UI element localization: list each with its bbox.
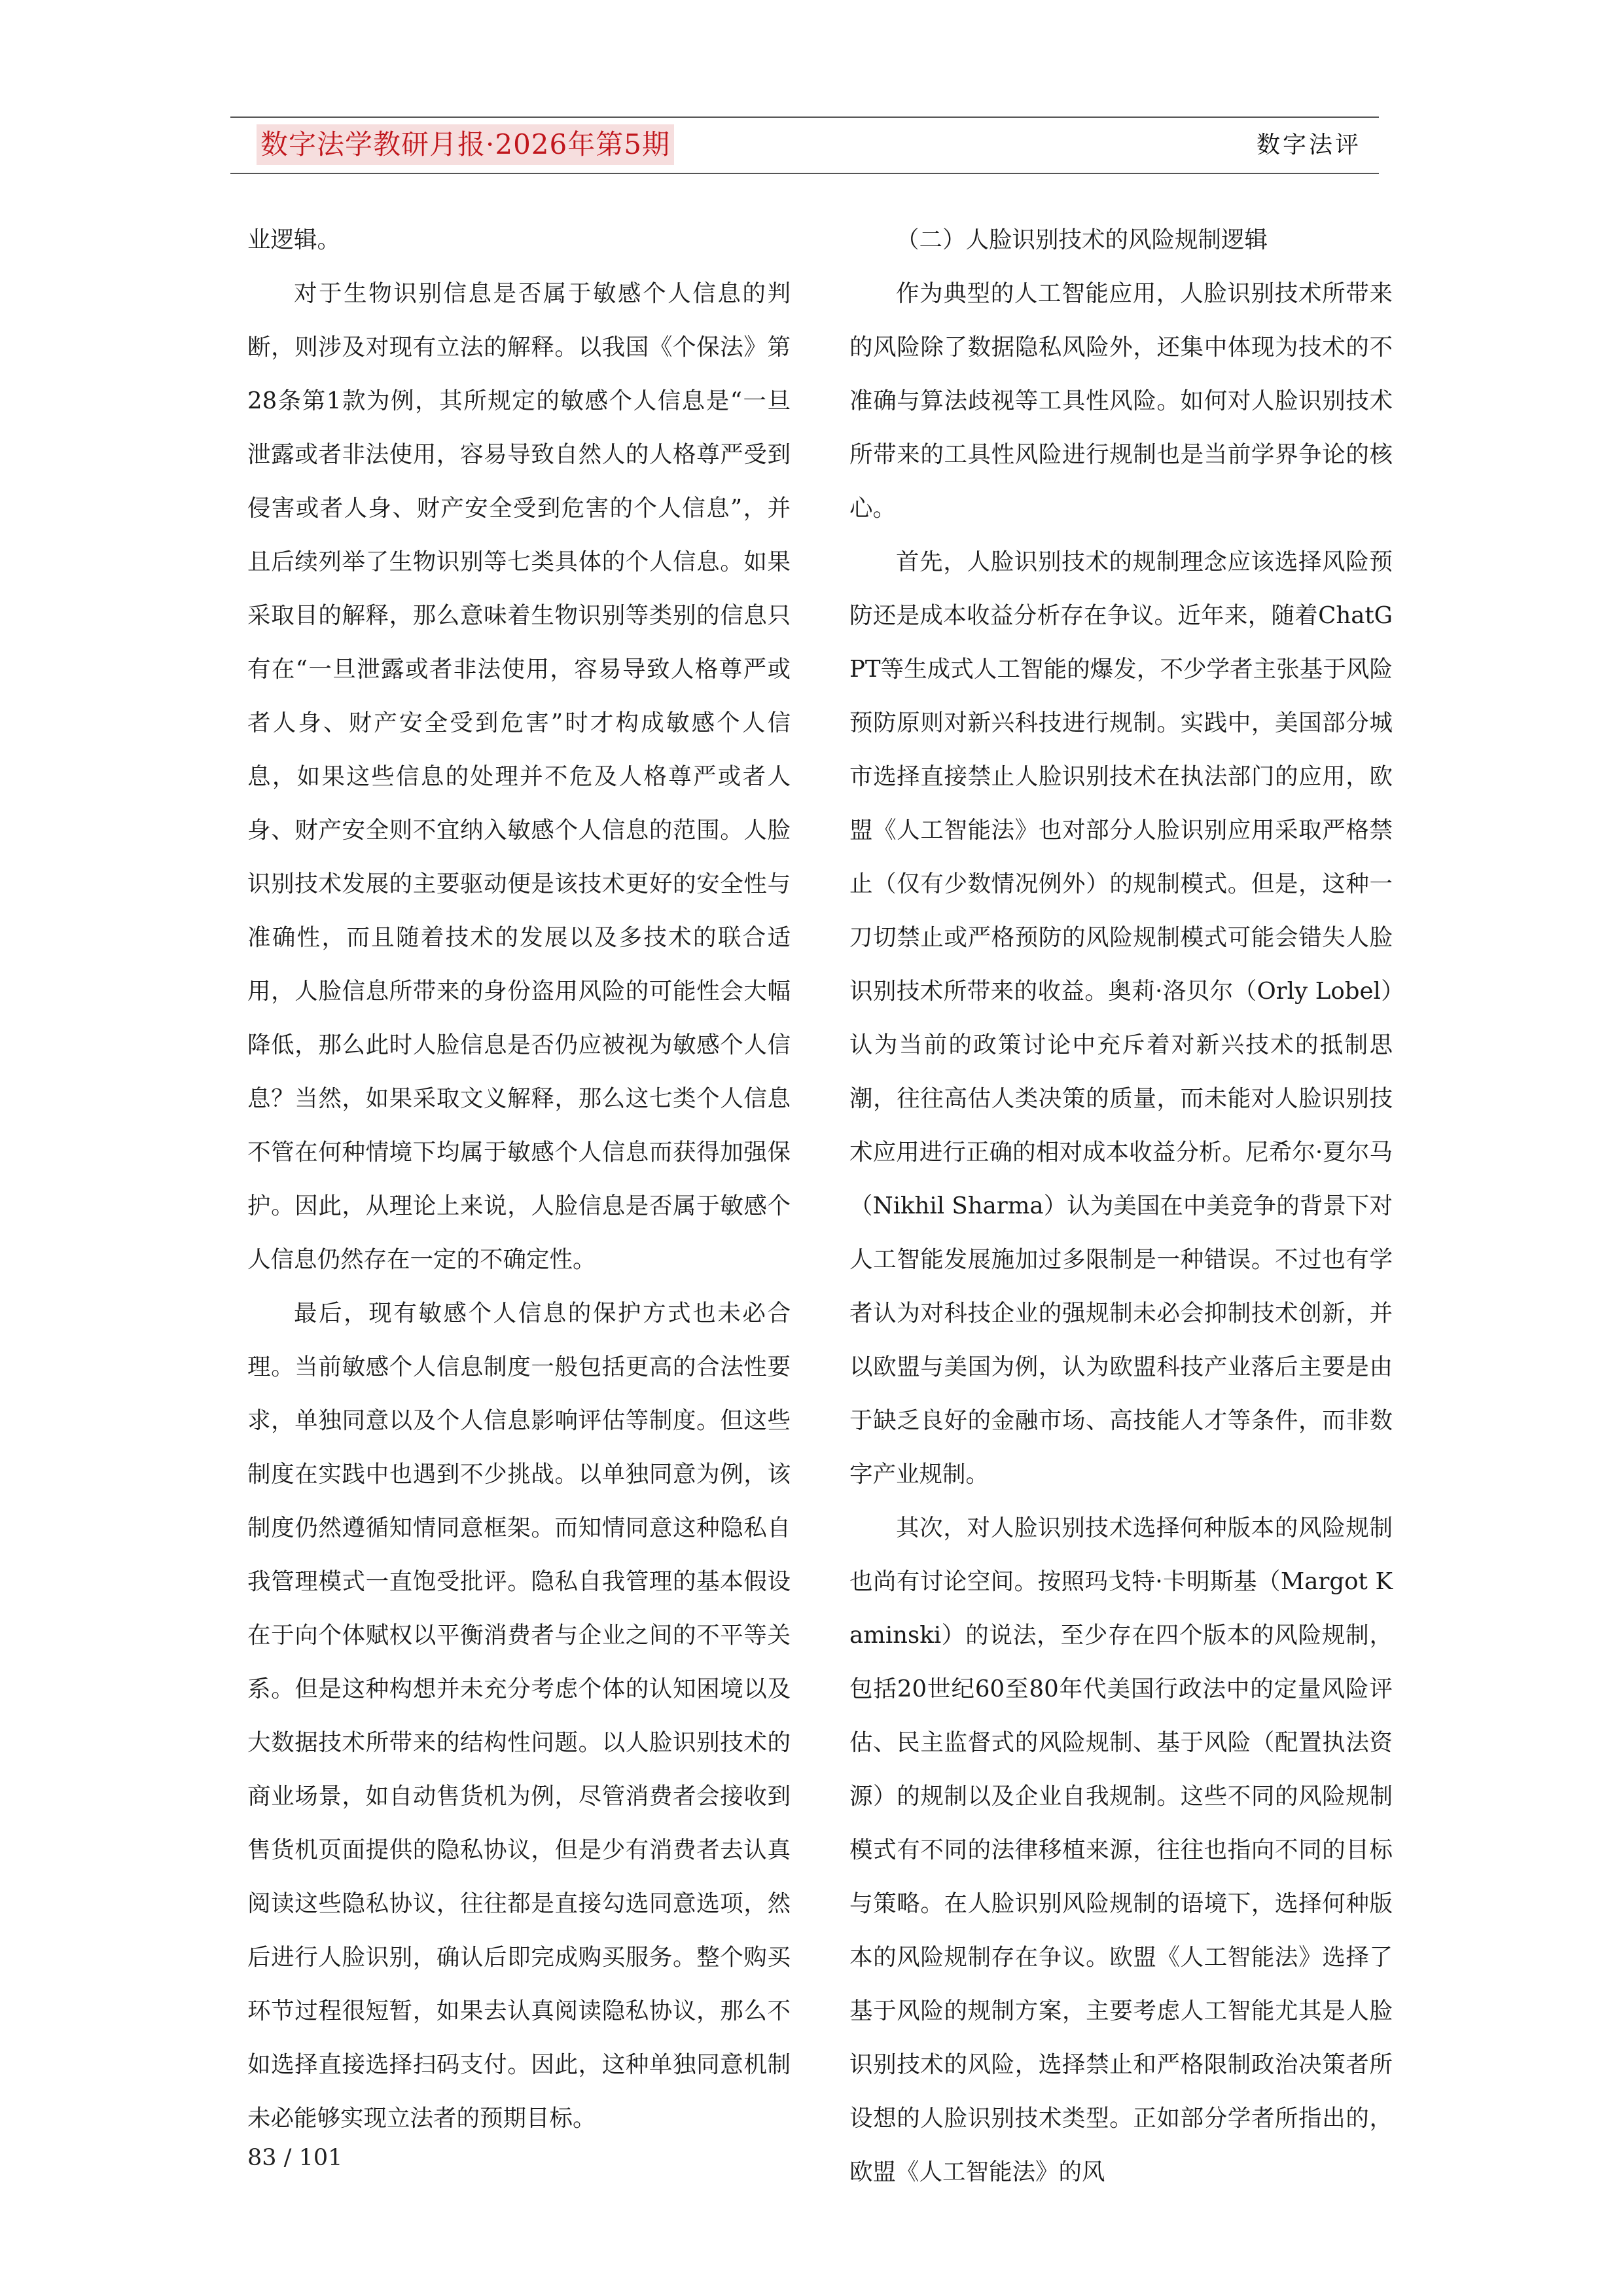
left-column	[247, 213, 791, 2145]
paragraph: 最后，现有敏感个人信息的保护方式也未必合理。当前敏感个人信息制度一般包括更高的合法性要求，单独同意以及个人信息影响评估等制度。但这些制度在实践中也遇到不少挑战。以单独同意为例，该制度仍然遵循知情同意框架。而知情同意这种隐私自我管理模式一直饱受批评。隐私自我管理的基本假设在于向个体赋权以平衡消费者与企业之间的不平等关系。但是这种构想并未充分考虑个体的认知困境以及大数据技术所带来的结构性问题。以人脸识别技术的商业场景，如自动售货机为例，尽管消费者会接收到售货机页面提供的隐私协议，但是少有消费者去认真阅读这些隐私协议，往往都是直接勾选同意选项，然后进行人脸识别，确认后即完成购买服务。整个购买环节过程很短暂，如果去认真阅读隐私协议，那么不如选择直接选择扫码支付。因此，这种单独同意机制未必能够实现立法者的预期目标。	[247, 1300, 791, 2132]
paragraph: 对于生物识别信息是否属于敏感个人信息的判断，则涉及对现有立法的解释。以我国《个保法》第28条第1款为例，其所规定的敏感个人信息是“一旦泄露或者非法使用，容易导致自然人的人格尊严受到侵害或者人身、财产安全受到危害的个人信息”，并且后续列举了生物识别等七类具体的个人信息。如果采取目的解释，那么意味着生物识别等类别的信息只有在“一旦泄露或者非法使用，容易导致人格尊严或者人身、财产安全受到危害”时才构成敏感个人信息，如果这些信息的处理并不危及人格尊严或者人身、财产安全则不宜纳入敏感个人信息的范围。人脸识别技术发展的主要驱动便是该技术更好的安全性与准确性，而且随着技术的发展以及多技术的联合适用，人脸信息所带来的身份盗用风险的可能性会大幅降低，那么此时人脸信息是否仍应被视为敏感个人信息？当然，如果采取文义解释，那么这七类个人信息不管在何种情境下均属于敏感个人信息而获得加强保护。因此，从理论上来说，人脸信息是否属于敏感个人信息仍然存在一定的不确定性。	[247, 280, 791, 1273]
header-bottom-rule	[230, 173, 1379, 174]
paragraph: 首先，人脸识别技术的规制理念应该选择风险预防还是成本收益分析存在争议。近年来，随着ChatGPT等生成式人工智能的爆发，不少学者主张基于风险预防原则对新兴科技进行规制。实践中，美国部分城市选择直接禁止人脸识别技术在执法部门的应用，欧盟《人工智能法》也对部分人脸识别应用采取严格禁止（仅有少数情况例外）的规制模式。但是，这种一刀切禁止或严格预防的风险规制模式可能会错失人脸识别技术所带来的收益。奥莉·洛贝尔（Orly Lobel）认为当前的政策讨论中充斥着对新兴技术的抵制思潮，往往高估人类决策的质量，而未能对人脸识别技术应用进行正确的相对成本收益分析。尼希尔·夏尔马（Nikhil Sharma）认为美国在中美竞争的背景下对人工智能发展施加过多限制是一种错误。不过也有学者认为对科技企业的强规制未必会抑制技术创新，并以欧盟与美国为例，认为欧盟科技产业落后主要是由于缺乏良好的金融市场、高技能人才等条件，而非数字产业规制。	[849, 548, 1393, 1488]
paragraph: 其次，对人脸识别技术选择何种版本的风险规制也尚有讨论空间。按照玛戈特·卡明斯基（Margot Kaminski）的说法，至少存在四个版本的风险规制，包括20世纪60至80年代美国行政法中的定量风险评估、民主监督式的风险规制、基于风险（配置执法资源）的规制以及企业自我规制。这些不同的风险规制模式有不同的法律移植来源，往往也指向不同的目标与策略。在人脸识别风险规制的语境下，选择何种版本的风险规制存在争议。欧盟《人工智能法》选择了基于风险的规制方案，主要考虑人工智能尤其是人脸识别技术的风险，选择禁止和严格限制政治决策者所设想的人脸识别技术类型。正如部分学者所指出的，欧盟《人工智能法》的风	[849, 1515, 1393, 2185]
paragraph: 业逻辑。	[247, 226, 341, 253]
journal-title: 数字法学教研月报·2026年第5期	[257, 124, 674, 165]
page-number: 83 / 101	[247, 2145, 343, 2171]
section-name: 数字法评	[1256, 132, 1361, 158]
header-top-rule	[230, 117, 1379, 118]
section-heading: （二）人脸识别技术的风险规制逻辑	[896, 226, 1268, 253]
right-column	[849, 213, 1393, 2199]
paragraph: 作为典型的人工智能应用，人脸识别技术所带来的风险除了数据隐私风险外，还集中体现为技术的不准确与算法歧视等工具性风险。如何对人脸识别技术所带来的工具性风险进行规制也是当前学界争论的核心。	[849, 280, 1393, 522]
